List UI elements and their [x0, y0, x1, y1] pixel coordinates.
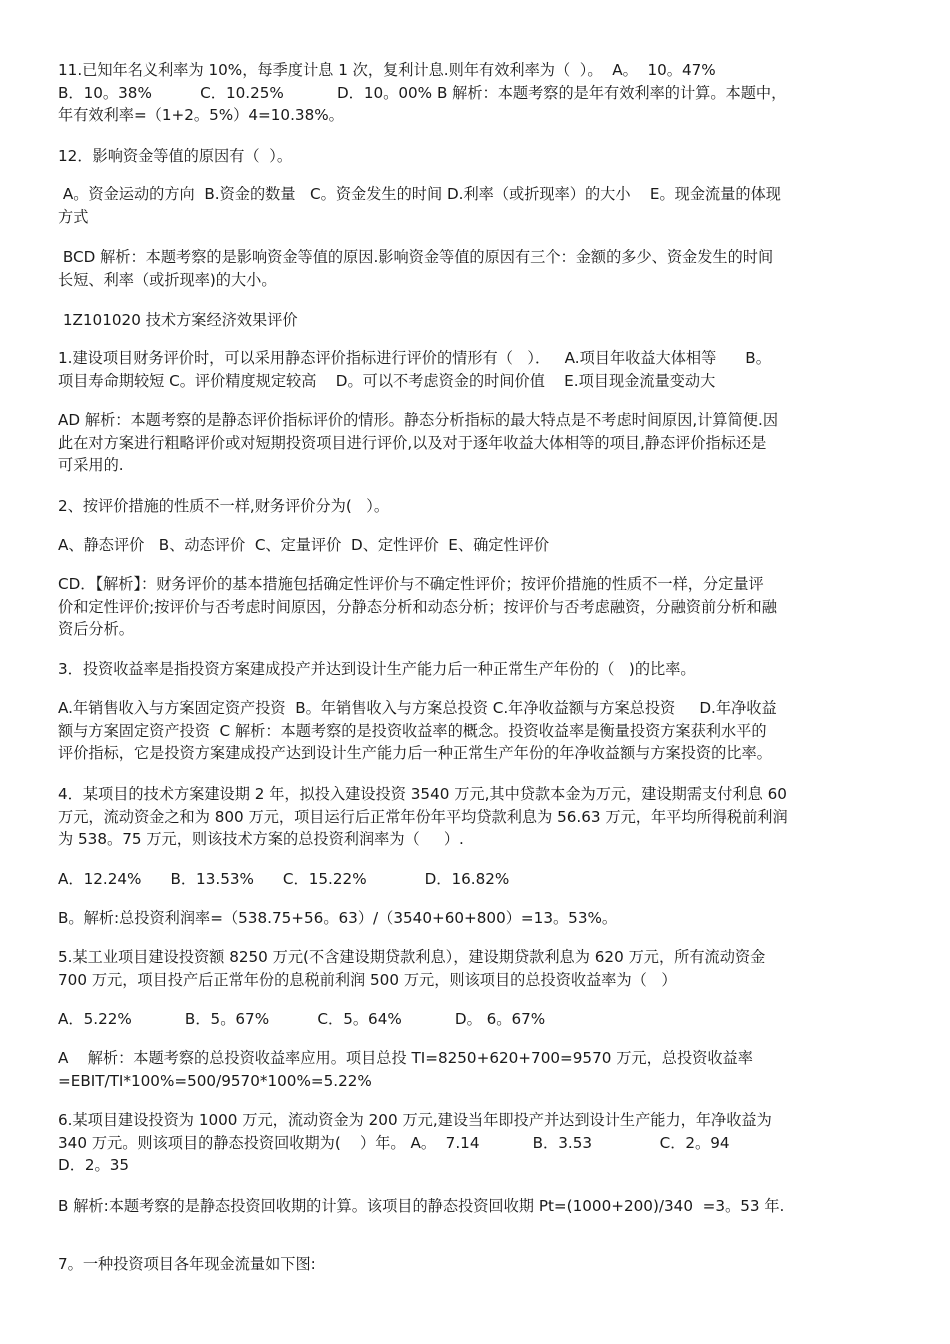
text-line: =EBIT/TI*100%=500/9570*100%=5.22% [58, 1071, 372, 1090]
question-2-options [58, 534, 894, 557]
text-line: D．2。35 [58, 1156, 130, 1174]
question-12 [58, 145, 894, 168]
text-line: A 解析：本题考察的总投资收益率应用。项目总投 TI=8250+620+700=9570 万元，总投资收益率 [58, 1049, 753, 1067]
text-line: 价和定性评价;按评价与否考虑时间原因，分静态分析和动态分析；按评价与否考虑融资，分融资前分析和融 [58, 597, 777, 616]
text-line: 可采用的. [58, 456, 124, 474]
text-line: 7。一种投资项目各年现金流量如下图: [58, 1255, 316, 1273]
question-2-answer [58, 573, 894, 641]
question-4-options [58, 868, 894, 891]
question-5 [58, 946, 894, 991]
text-line: 此在对方案进行粗略评价或对短期投资项目进行评价,以及对于逐年收益大体相等的项目,静态评价指标还是 [58, 433, 767, 452]
text-line: 1Z101020 技术方案经济效果评价 [58, 311, 298, 329]
text-line: CD．【解析】：财务评价的基本措施包括确定性评价与不确定性评价；按评价措施的性质不一样，分定量评 [58, 575, 764, 593]
text-line: 5.某工业项目建设投资额 8250 万元(不含建设期贷款利息），建设期贷款利息为 620 万元，所有流动资金 [58, 948, 766, 966]
text-line: 12．影响资金等值的原因有（ ）。 [58, 147, 293, 165]
text-line: 资后分析。 [58, 620, 134, 638]
question-3 [58, 658, 894, 681]
question-6 [58, 1109, 894, 1177]
section-heading [58, 309, 894, 332]
question-4-answer [58, 907, 894, 930]
question-6-answer [58, 1195, 894, 1218]
text-line: A。资金运动的方向 B.资金的数量 C。资金发生的时间 D.利率（或折现率）的大小 E。现金流量的体现 [58, 185, 781, 203]
text-line: 700 万元，项目投产后正常年份的息税前利润 500 万元，则该项目的总投资收益率为（ ） [58, 970, 677, 989]
text-line: A.年销售收入与方案固定资产投资 B。年销售收入与方案总投资 C.年净收益额与方案总投资 D.年净收益 [58, 699, 777, 717]
text-line: 为 538。75 万元，则该技术方案的总投资利润率为（ ）. [58, 830, 464, 848]
text-line: 额与方案固定资产投资 C 解析：本题考察的是投资收益率的概念。投资收益率是衡量投资方案获利水平的 [58, 721, 767, 740]
text-line: 6.某项目建设投资为 1000 万元，流动资金为 200 万元,建设当年即投产并达到设计生产能力，年净收益为 [58, 1111, 772, 1129]
text-line: 2、按评价措施的性质不一样,财务评价分为( ）。 [58, 497, 390, 515]
text-line: A．5.22% B．5。67% C．5。64% D。 6。67% [58, 1010, 546, 1028]
text-line: BCD 解析：本题考察的是影响资金等值的原因.影响资金等值的原因有三个：金额的多少、资金发生的时间 [58, 248, 774, 266]
text-line: 长短、利率（或折现率)的大小。 [58, 270, 277, 289]
text-line: B。解析:总投资利润率=（538.75+56。63）/（3540+60+800）=13。53%。 [58, 909, 618, 927]
question-1 [58, 347, 894, 392]
question-5-options [58, 1008, 894, 1031]
text-line: A．12.24% B．13.53% C．15.22% D．16.82% [58, 870, 510, 888]
text-line: 11.已知年名义利率为 10%，每季度计息 1 次，复利计息.则年有效利率为（ ）。 A。 10。47% [58, 61, 716, 79]
text-line: 万元，流动资金之和为 800 万元，项目运行后正常年份年平均贷款利息为 56.63 万元，年平均所得税前利润 [58, 807, 788, 826]
text-line: 评价指标，它是投资方案建成投产达到设计生产能力后一种正常生产年份的年净收益额与方案投资的比率。 [58, 744, 772, 762]
text-line: 4．某项目的技术方案建设期 2 年，拟投入建设投资 3540 万元,其中贷款本金为万元，建设期需支付利息 60 [58, 785, 787, 803]
question-11 [58, 59, 894, 127]
question-2 [58, 495, 894, 518]
text-line: 方式 [58, 207, 89, 226]
question-7 [58, 1253, 894, 1276]
text-line: A、静态评价 B、动态评价 C、定量评价 D、定性评价 E、确定性评价 [58, 536, 550, 554]
question-4 [58, 783, 894, 851]
text-line: B 解析:本题考察的是静态投资回收期的计算。该项目的静态投资回收期 Pt=(1000+200)/340 =3。53 年. [58, 1197, 785, 1215]
text-line: 1.建设项目财务评价时，可以采用静态评价指标进行评价的情形有（ ）． A.项目年收益大体相等 B。 [58, 349, 771, 367]
text-line: 3．投资收益率是指投资方案建成投产并达到设计生产能力后一种正常生产年份的（ )的比率。 [58, 660, 696, 678]
text-line: B．10。38% C．10.25% D．10。00% B 解析：本题考察的是年有效利率的计算。本题中， [58, 83, 787, 102]
text-line: 项目寿命期较短 C。评价精度规定较高 D。可以不考虑资金的时间价值 E.项目现金流量变动大 [58, 371, 716, 390]
question-5-answer [58, 1047, 894, 1092]
text-line: 年有效利率=（1+2。5%）4=10.38%。 [58, 106, 344, 124]
question-12-options [58, 183, 894, 228]
question-1-answer [58, 409, 894, 477]
question-3-options [58, 697, 894, 765]
text-line: 340 万元。则该项目的静态投资回收期为( ）年。 A。 7.14 B．3.53 C．2。94 [58, 1133, 730, 1152]
text-line: AD 解析：本题考察的是静态评价指标评价的情形。静态分析指标的最大特点是不考虑时间原因,计算简便.因 [58, 411, 779, 429]
question-12-answer [58, 246, 894, 291]
